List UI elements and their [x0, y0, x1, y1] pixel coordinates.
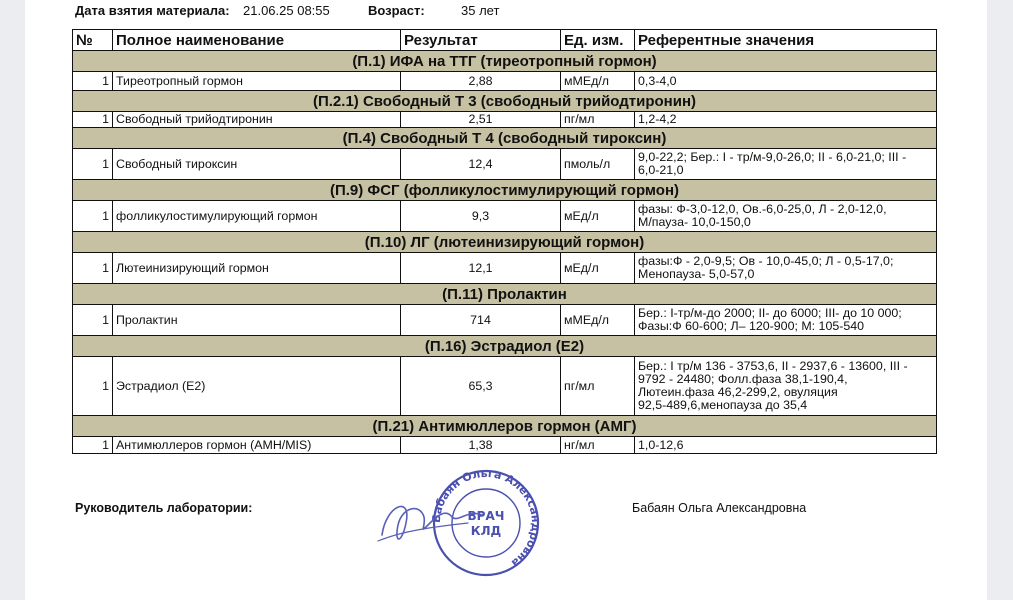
reference-line: М/пауза- 10,0-150,0 [638, 215, 751, 229]
col-result-header: Результат [401, 30, 561, 51]
sample-date-label: Дата взятия материала: [75, 3, 230, 18]
test-reference [635, 437, 937, 454]
test-name: фолликулостимулирующий гормон [113, 201, 401, 232]
test-result: 12,1 [401, 253, 561, 284]
row-number: 1 [73, 112, 113, 128]
reference-line: 9792 - 24480; Фолл.фаза 38,1-190,4, [638, 372, 848, 386]
section-header [73, 284, 937, 305]
reference-line: Бер.: I тр/м 136 - 3753,6, II - 2937,6 - 13600, III - [638, 359, 908, 373]
section-header [73, 51, 937, 72]
test-unit: мЕд/л [561, 253, 635, 284]
test-name: Свободный трийодтиронин [113, 112, 401, 128]
stamp-ring-text: Бабаян Ольга Александровна [429, 466, 543, 570]
section-header [73, 128, 937, 149]
section-title: (П.2.1) Свободный Т 3 (свободный трийодтиронин) [73, 91, 937, 112]
test-result: 65,3 [401, 357, 561, 416]
table-row [73, 149, 937, 180]
age-label: Возраст: [368, 3, 425, 18]
section-header [73, 91, 937, 112]
col-name-header: Полное наименование [113, 30, 401, 51]
stamp-center-line2: КЛД [470, 524, 502, 538]
lab-head-name: Бабаян Ольга Александровна [632, 501, 807, 515]
row-number: 1 [73, 201, 113, 232]
row-number: 1 [73, 72, 113, 91]
test-name: Пролактин [113, 305, 401, 336]
test-result: 714 [401, 305, 561, 336]
test-reference [635, 149, 937, 180]
section-title: (П.4) Свободный Т 4 (свободный тироксин) [73, 128, 937, 149]
row-number: 1 [73, 253, 113, 284]
test-reference [635, 357, 937, 416]
lab-head-label: Руководитель лаборатории: [75, 501, 253, 515]
test-name: Лютеинизирующий гормон [113, 253, 401, 284]
row-number: 1 [73, 357, 113, 416]
reference-line: фазы: Ф-3,0-12,0, Ов.-6,0-25,0, Л - 2,0-12,0, [638, 202, 887, 216]
table-row [73, 253, 937, 284]
reference-line: Бер.: I-тр/м-до 2000; II- до 6000; III- до 10 000; [638, 306, 902, 320]
stamp-center-line1: ВРАЧ [467, 509, 505, 523]
doctor-stamp [372, 465, 550, 577]
reference-line: Лютеин.фаза 46,2-299,2, овуляция [638, 385, 838, 399]
reference-line: 6,0-21,0 [638, 163, 684, 177]
stamp-inner-ring [452, 489, 520, 557]
test-unit: мМЕд/л [561, 305, 635, 336]
row-number: 1 [73, 305, 113, 336]
reference-line: 1,2-4,2 [638, 112, 677, 126]
section-title: (П.16) Эстрадиол (Е2) [73, 336, 937, 357]
test-reference [635, 305, 937, 336]
section-header [73, 180, 937, 201]
col-unit-header: Ед. изм. [561, 30, 635, 51]
table-row [73, 72, 937, 91]
table-header-row [73, 30, 937, 51]
col-number-header: № [73, 30, 113, 51]
test-reference [635, 72, 937, 91]
test-name: Антимюллеров гормон (AMH/MIS) [113, 437, 401, 454]
test-unit: мЕд/л [561, 201, 635, 232]
table-row [73, 305, 937, 336]
col-reference-header: Референтные значения [635, 30, 937, 51]
section-title: (П.1) ИФА на ТТГ (тиреотропный гормон) [73, 51, 937, 72]
test-result: 2,51 [401, 112, 561, 128]
reference-line: 1,0-12,6 [638, 437, 684, 452]
reference-line: Менопауза- 5,0-57,0 [638, 267, 755, 281]
row-number: 1 [73, 437, 113, 454]
reference-line: Фазы:Ф 60-600; Л– 120-900; М: 105-540 [638, 319, 865, 333]
test-name: Свободный тироксин [113, 149, 401, 180]
section-title: (П.21) Антимюллеров гормон (АМГ) [73, 416, 937, 437]
reference-line: 0,3-4,0 [638, 73, 677, 88]
test-name: Тиреотропный гормон [113, 72, 401, 91]
test-unit: пмоль/л [561, 149, 635, 180]
test-reference [635, 112, 937, 128]
test-reference [635, 253, 937, 284]
test-reference [635, 201, 937, 232]
reference-line: 9,0-22,2; Бер.: I - тр/м-9,0-26,0; II - 6,0-21,0; III - [638, 150, 907, 164]
table-row [73, 357, 937, 416]
age-value: 35 лет [461, 3, 500, 18]
table-row [73, 437, 937, 454]
table-row [73, 201, 937, 232]
section-header [73, 416, 937, 437]
test-unit: пг/мл [561, 357, 635, 416]
test-unit: мМЕд/л [561, 72, 635, 91]
reference-line: 92,5-489,6,менопауза до 35,4 [638, 398, 808, 412]
test-unit: нг/мл [561, 437, 635, 454]
section-title: (П.10) ЛГ (лютеинизирующий гормон) [73, 232, 937, 253]
section-header [73, 336, 937, 357]
test-result: 2,88 [401, 72, 561, 91]
test-name: Эстрадиол (Е2) [113, 357, 401, 416]
section-title: (П.11) Пролактин [73, 284, 937, 305]
results-table [72, 29, 937, 454]
sample-date-value: 21.06.25 08:55 [243, 3, 330, 18]
reference-line: фазы:Ф - 2,0-9,5; Ов - 10,0-45,0; Л - 0,5-17,0; [638, 254, 894, 268]
test-unit: пг/мл [561, 112, 635, 128]
test-result: 12,4 [401, 149, 561, 180]
row-number: 1 [73, 149, 113, 180]
test-result: 9,3 [401, 201, 561, 232]
test-result: 1,38 [401, 437, 561, 454]
table-row [73, 112, 937, 128]
section-header [73, 232, 937, 253]
section-title: (П.9) ФСГ (фолликулостимулирующий гормон) [73, 180, 937, 201]
